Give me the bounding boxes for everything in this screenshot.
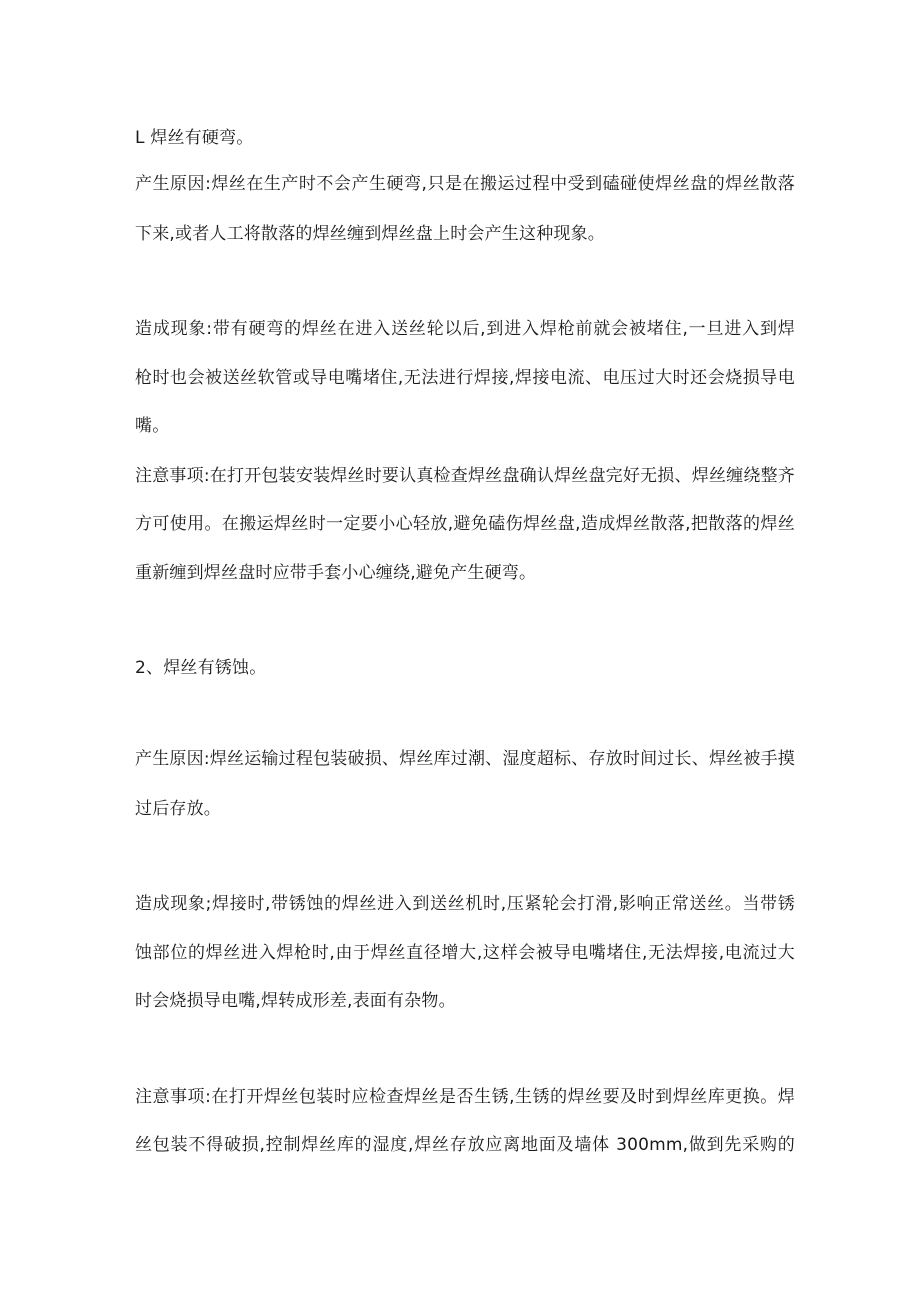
paragraph-line: 丝包装不得破损,控制焊丝库的湿度,焊丝存放应离地面及墙体 300mm,做到先采购的 xyxy=(135,1135,795,1155)
heading-1: L 焊丝有硬弯。 xyxy=(135,128,254,148)
paragraph-line: 重新缠到焊丝盘时应带手套小心缠绕,避免产生硬弯。 xyxy=(135,563,537,583)
paragraph-line: 注意事项:在打开焊丝包装时应检查焊丝是否生锈,生锈的焊丝要及时到焊丝库更换。焊 xyxy=(135,1087,795,1107)
paragraph-line: 蚀部位的焊丝进入焊枪时,由于焊丝直径增大,这样会被导电嘴堵住,无法焊接,电流过大 xyxy=(135,943,795,963)
paragraph-line: 注意事项:在打开包装安装焊丝时要认真检查焊丝盘确认焊丝盘完好无损、焊丝缠绕整齐 xyxy=(135,466,795,486)
paragraph-line: 产生原因:焊丝运输过程包装破损、焊丝库过潮、湿度超标、存放时间过长、焊丝被手摸 xyxy=(135,749,795,769)
paragraph-line: 造成现象;焊接时,带锈蚀的焊丝进入到送丝机时,压紧轮会打滑,影响正常送丝。当带锈 xyxy=(135,894,795,914)
paragraph-line: 时会烧损导电嘴,焊转成形差,表面有杂物。 xyxy=(135,991,456,1011)
paragraph-line: 产生原因:焊丝在生产时不会产生硬弯,只是在搬运过程中受到磕碰使焊丝盘的焊丝散落 xyxy=(135,174,795,194)
paragraph-line: 下来,或者人工将散落的焊丝缠到焊丝盘上时会产生这种现象。 xyxy=(135,224,606,244)
heading-2: 2、焊丝有锈蚀。 xyxy=(135,658,267,678)
paragraph-line: 嘴。 xyxy=(135,416,170,436)
paragraph-line: 过后存放。 xyxy=(135,799,221,819)
paragraph-line: 造成现象:带有硬弯的焊丝在进入送丝轮以后,到进入焊枪前就会被堵住,一旦进入到焊 xyxy=(135,319,795,339)
paragraph-line: 枪时也会被送丝软管或导电嘴堵住,无法进行焊接,焊接电流、电压过大时还会烧损导电 xyxy=(135,368,795,388)
paragraph-line: 方可使用。在搬运焊丝时一定要小心轻放,避免磕伤焊丝盘,造成焊丝散落,把散落的焊丝 xyxy=(135,514,795,534)
